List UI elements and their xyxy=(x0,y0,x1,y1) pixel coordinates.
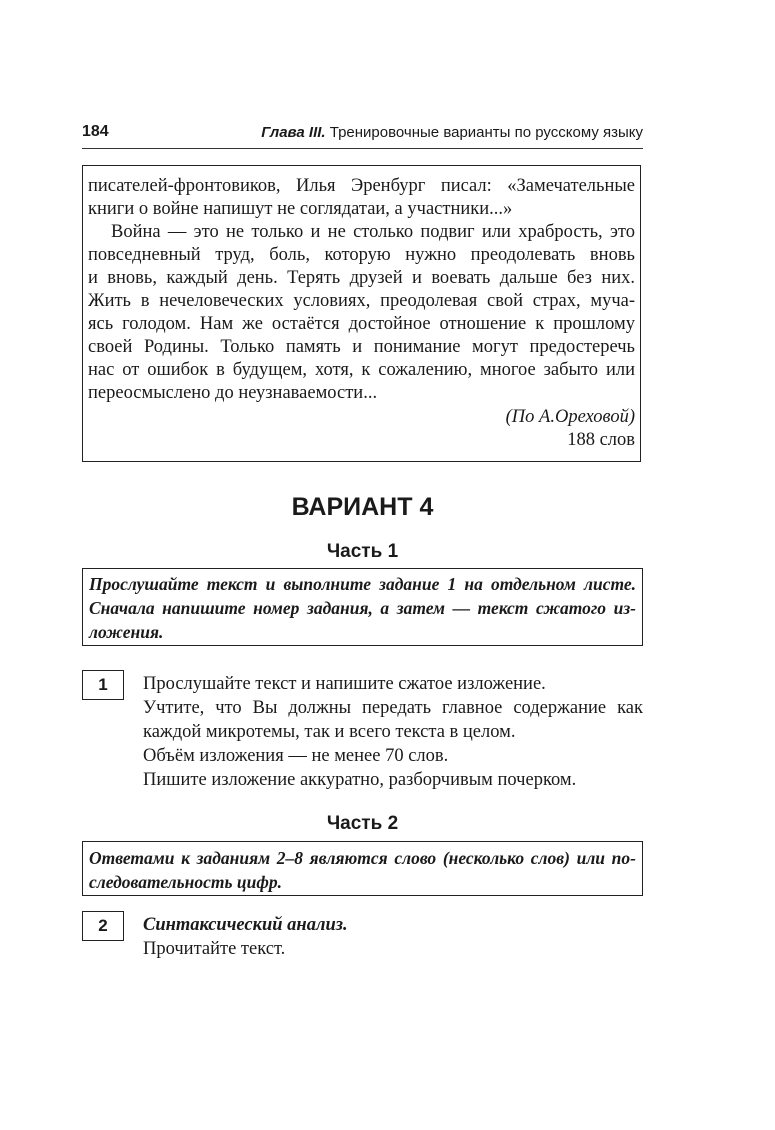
excerpt-line: повседневный труд, боль, которую нужно преодолевать вновь xyxy=(88,245,635,265)
task-1-line: Учтите, что Вы должны передать главное содержание как xyxy=(143,698,643,718)
task-2-heading: Синтаксический анализ. xyxy=(143,915,348,935)
part1-title: Часть 1 xyxy=(326,541,399,562)
task-1-line: Прослушайте текст и напишите сжатое изложение. xyxy=(143,674,546,694)
task-number-1: 1 xyxy=(82,670,124,700)
task-number-2: 2 xyxy=(82,911,124,941)
excerpt-line: переосмыслено до неузнаваемости... xyxy=(88,383,378,403)
chapter-label: Глава III. xyxy=(261,124,326,141)
excerpt-source: (По А.Ореховой) xyxy=(505,407,635,427)
excerpt-line: книги о войне напишут не соглядатаи, а участники...» xyxy=(88,199,513,219)
header-rule xyxy=(82,148,643,149)
chapter-title: Тренировочные варианты по русскому языку xyxy=(325,124,643,141)
task-1-line: Пишите изложение аккуратно, разборчивым почерком. xyxy=(143,770,577,790)
part2-instruction-line: Ответами к заданиям 2–8 являются слово (несколько слов) или по- xyxy=(89,848,636,868)
part1-instruction-line: Прослушайте текст и выполните задание 1 на отдельном листе. xyxy=(89,574,636,594)
excerpt-line: Война — это не только и не столько подвиг или храбрость, это xyxy=(111,222,635,242)
task-1-line: каждой микротемы, так и всего текста в целом. xyxy=(143,722,516,742)
part2-instruction-line: следовательность цифр. xyxy=(89,872,282,892)
excerpt-line: писателей-фронтовиков, Илья Эренбург писал: «Замечательные xyxy=(88,176,635,196)
excerpt-word-count: 188 слов xyxy=(567,430,635,450)
excerpt-line: ясь голодом. Нам же остаётся достойное отношение к прошлому xyxy=(88,314,635,334)
page-number: 184 xyxy=(82,123,109,140)
part2-title: Часть 2 xyxy=(326,813,399,834)
part1-instruction-line: Сначала напишите номер задания, а затем — текст сжатого из- xyxy=(89,598,636,618)
task-1-line: Объём изложения — не менее 70 слов. xyxy=(143,746,449,766)
task-2-line: Прочитайте текст. xyxy=(143,939,286,959)
excerpt-line: нас от ошибок в будущем, хотя, к сожалению, многое забыто или xyxy=(88,360,635,380)
excerpt-line: Жить в нечеловеческих условиях, преодолевая свой страх, муча- xyxy=(88,291,635,311)
variant-title: ВАРИАНТ 4 xyxy=(291,493,434,521)
part1-instruction-line: ложения. xyxy=(89,622,164,642)
excerpt-line: своей Родины. Только память и понимание могут предостеречь xyxy=(88,337,635,357)
excerpt-line: и вновь, каждый день. Терять друзей и воевать дальше без них. xyxy=(88,268,635,288)
running-header xyxy=(261,124,643,141)
